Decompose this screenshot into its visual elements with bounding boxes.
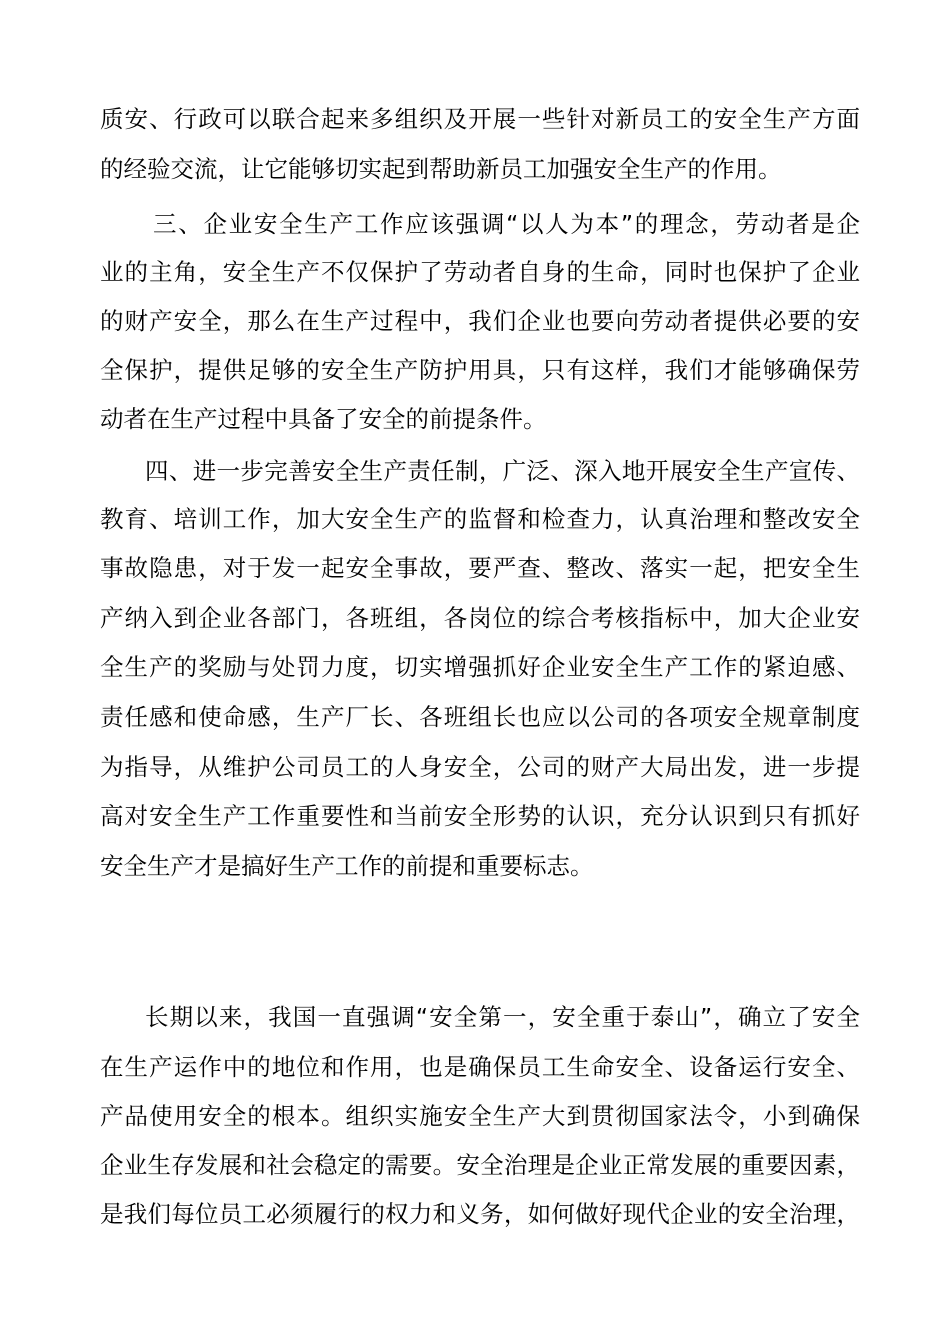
paragraph-line: 的经验交流，让它能够切实起到帮助新员工加强安全生产的作用。 [100,155,782,183]
paragraph-line: 安全生产才是搞好生产工作的前提和重要标志。 [100,852,594,880]
paragraph-line: 三、企业安全生产工作应该强调“以人为本”的理念，劳动者是企 [153,210,860,238]
paragraph-line: 产纳入到企业各部门，各班组，各岗位的综合考核指标中，加大企业安 [100,604,860,632]
paragraph-line: 产品使用安全的根本。组织实施安全生产大到贯彻国家法令，小到确保 [100,1102,860,1130]
paragraph-line: 企业生存发展和社会稳定的需要。安全治理是企业正常发展的重要因素， [100,1151,860,1179]
paragraph-line: 长期以来，我国一直强调“安全第一，安全重于泰山”，确立了安全 [145,1003,860,1031]
paragraph-line: 为指导，从维护公司员工的人身安全，公司的财产大局出发，进一步提 [100,753,860,781]
paragraph-line: 动者在生产过程中具备了安全的前提条件。 [100,405,547,433]
paragraph-line: 的财产安全，那么在生产过程中，我们企业也要向劳动者提供必要的安 [100,307,860,335]
paragraph-line: 四、进一步完善安全生产责任制，广泛、深入地开展安全生产宣传、 [145,457,860,485]
paragraph-line: 质安、行政可以联合起来多组织及开展一些针对新员工的安全生产方面 [100,105,860,133]
paragraph-line: 事故隐患，对于发一起安全事故，要严查、整改、落实一起，把安全生 [100,554,860,582]
paragraph-line: 是我们每位员工必须履行的权力和义务，如何做好现代企业的安全治理， [100,1200,860,1228]
paragraph-line: 在生产运作中的地位和作用，也是确保员工生命安全、设备运行安全、 [100,1053,860,1081]
paragraph-line: 全生产的奖励与处罚力度，切实增强抓好企业安全生产工作的紧迫感、 [100,653,860,681]
paragraph-line: 教育、培训工作，加大安全生产的监督和检查力，认真治理和整改安全 [100,505,860,533]
paragraph-line: 高对安全生产工作重要性和当前安全形势的认识，充分认识到只有抓好 [100,802,860,830]
paragraph-line: 业的主角，安全生产不仅保护了劳动者自身的生命，同时也保护了企业 [100,258,860,286]
paragraph-line: 全保护，提供足够的安全生产防护用具，只有这样，我们才能够确保劳 [100,356,860,384]
paragraph-line: 责任感和使命感，生产厂长、各班组长也应以公司的各项安全规章制度 [100,703,860,731]
